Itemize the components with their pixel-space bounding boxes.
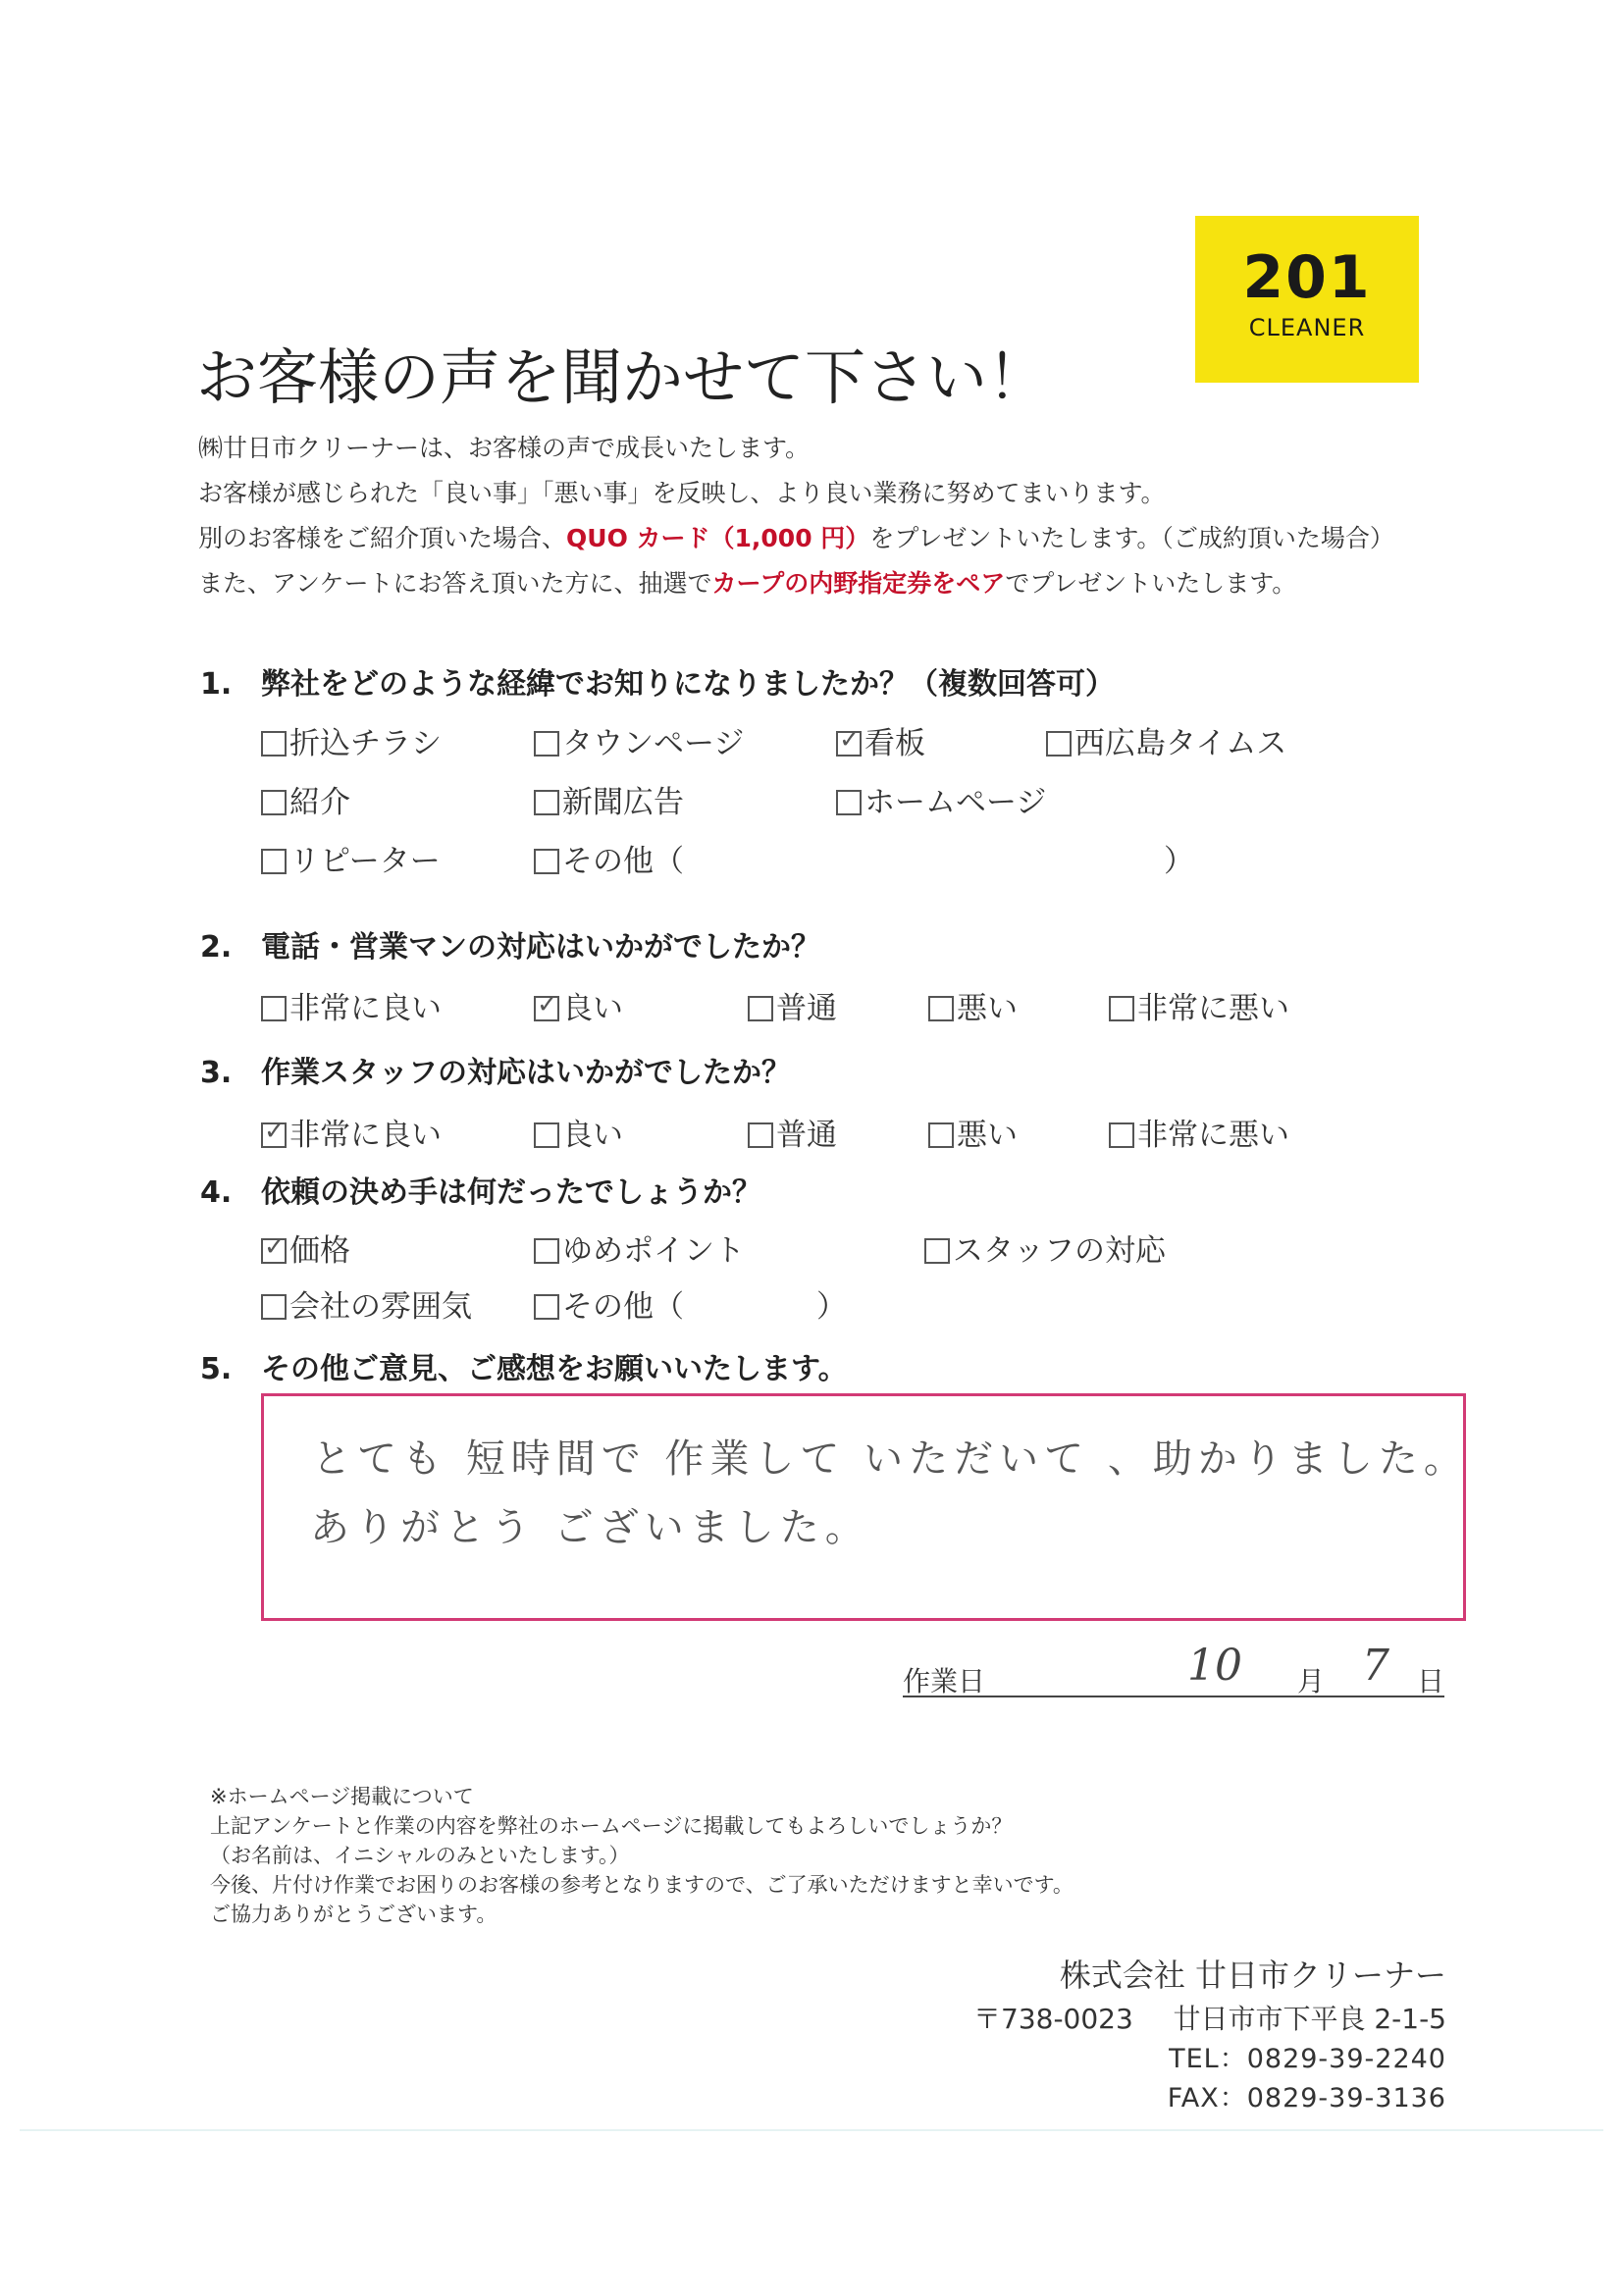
checkbox[interactable] bbox=[836, 790, 862, 815]
logo-number: 201 bbox=[1242, 243, 1372, 312]
note-line: 上記アンケートと作業の内容を弊社のホームページに掲載してもよろしいでしょうか？ bbox=[210, 1814, 1013, 1838]
q3-option-very-good[interactable]: ✓非常に良い bbox=[261, 1110, 442, 1154]
intro-line-4-a: また、アンケートにお答え頂いた方に、抽選で bbox=[198, 569, 712, 598]
q2-option-good[interactable]: ✓ 良い bbox=[534, 983, 623, 1027]
q3-option-very-bad[interactable]: 非常に悪い bbox=[1109, 1110, 1289, 1154]
q4-option-price[interactable]: ✓価格 bbox=[261, 1226, 350, 1270]
checkbox[interactable] bbox=[534, 1122, 559, 1148]
question-5-number: 5. bbox=[200, 1352, 233, 1386]
q3-option-bad[interactable]: 悪い bbox=[928, 1110, 1018, 1154]
q3-option-good[interactable]: 良い bbox=[534, 1110, 623, 1154]
question-4-number: 4. bbox=[200, 1175, 233, 1210]
q3-option-average[interactable]: 普通 bbox=[748, 1110, 837, 1154]
page-title: お客様の声を聞かせて下さい！ bbox=[196, 341, 1049, 413]
company-postal: 〒738-0023 bbox=[973, 2003, 1133, 2035]
question-3-number: 3. bbox=[200, 1056, 233, 1090]
question-5-text: その他ご意見、ご感想をお願いいたします。 bbox=[261, 1352, 848, 1386]
q4-other-close: ） bbox=[816, 1289, 847, 1325]
checkbox[interactable] bbox=[1046, 731, 1072, 757]
q1-option-other[interactable]: その他（ bbox=[534, 836, 684, 880]
checkbox[interactable] bbox=[534, 1238, 559, 1264]
question-2-number: 2. bbox=[200, 930, 233, 965]
checkbox[interactable] bbox=[928, 1122, 954, 1148]
question-4-text: 依頼の決め手は何だったでしょうか？ bbox=[261, 1175, 761, 1210]
question-1-number: 1. bbox=[200, 667, 233, 702]
work-date-label: 作業日 bbox=[903, 1665, 986, 1697]
checkbox[interactable] bbox=[1109, 1122, 1134, 1148]
q1-option-flyer[interactable]: 折込チラシ bbox=[261, 718, 442, 762]
work-date-day[interactable]: 7 bbox=[1362, 1641, 1389, 1691]
q1-option-newspaper[interactable]: 新聞広告 bbox=[534, 777, 684, 821]
checkbox[interactable] bbox=[261, 996, 287, 1021]
comment-line-2: ありがとう ございました。 bbox=[310, 1505, 870, 1550]
note-heading: ※ホームページ掲載について bbox=[210, 1785, 474, 1808]
checkbox[interactable] bbox=[924, 1238, 950, 1264]
divider bbox=[20, 2129, 1603, 2131]
brand-logo bbox=[1195, 216, 1419, 383]
work-date-day-unit: 日 bbox=[1417, 1665, 1445, 1697]
question-2 bbox=[200, 922, 820, 965]
q1-option-referral[interactable]: 紹介 bbox=[261, 777, 350, 821]
q4-option-atmosphere[interactable]: 会社の雰囲気 bbox=[261, 1281, 472, 1326]
checkbox-checked[interactable] bbox=[534, 996, 559, 1021]
checkbox[interactable] bbox=[928, 996, 954, 1021]
checkbox[interactable] bbox=[534, 1294, 559, 1320]
question-5 bbox=[200, 1344, 848, 1387]
checkbox[interactable] bbox=[748, 1122, 773, 1148]
q2-option-very-bad[interactable]: 非常に悪い bbox=[1109, 983, 1289, 1027]
company-fax: FAX：0829-39-3136 bbox=[1167, 2083, 1446, 2113]
checkbox[interactable] bbox=[1109, 996, 1134, 1021]
checkbox[interactable] bbox=[261, 849, 287, 874]
q1-option-repeater[interactable]: リピーター bbox=[261, 836, 441, 880]
checkbox[interactable] bbox=[748, 996, 773, 1021]
question-1 bbox=[200, 659, 1115, 703]
work-date-month-unit: 月 bbox=[1297, 1665, 1326, 1697]
quo-card-highlight: QUO カード（1,000 円） bbox=[566, 524, 870, 552]
work-date-month[interactable]: 10 bbox=[1187, 1641, 1242, 1691]
checkbox-checked[interactable] bbox=[261, 1122, 287, 1148]
checkbox[interactable] bbox=[261, 731, 287, 757]
checkbox-checked[interactable] bbox=[836, 731, 862, 757]
checkbox[interactable] bbox=[534, 731, 559, 757]
question-1-text: 弊社をどのような経緯でお知りになりましたか？（複数回答可） bbox=[261, 667, 1115, 702]
q2-option-very-good[interactable]: 非常に良い bbox=[261, 983, 442, 1027]
q1-option-homepage[interactable]: ホームページ bbox=[836, 777, 1046, 821]
q1-option-nishihiroshima-times[interactable]: 西広島タイムス bbox=[1046, 718, 1286, 762]
logo-word: CLEANER bbox=[1248, 314, 1366, 341]
q1-option-signboard[interactable]: ✓ 看板 bbox=[836, 718, 925, 762]
note-line: （お名前は、イニシャルのみといたします。） bbox=[210, 1844, 630, 1867]
q4-option-other[interactable]: その他（ bbox=[534, 1281, 684, 1326]
intro-line-4 bbox=[198, 564, 1296, 600]
company-tel: TEL：0829-39-2240 bbox=[1169, 2044, 1446, 2074]
intro-line-3 bbox=[198, 519, 1394, 554]
carp-ticket-highlight: カープの内野指定券をペア bbox=[711, 569, 1006, 598]
intro-line-3-c: をプレゼントいたします。（ご成約頂いた場合） bbox=[869, 524, 1394, 552]
q4-option-yume-point[interactable]: ゆめポイント bbox=[534, 1226, 745, 1270]
q2-option-bad[interactable]: 悪い bbox=[928, 983, 1018, 1027]
company-address: 廿日市市下平良 2-1-5 bbox=[1173, 2003, 1446, 2035]
q1-other-close: ） bbox=[1164, 844, 1194, 879]
checkbox[interactable] bbox=[261, 790, 287, 815]
question-2-text: 電話・営業マンの対応はいかがでしたか？ bbox=[261, 930, 820, 965]
company-name: 株式会社 廿日市クリーナー bbox=[1059, 1957, 1446, 1994]
intro-line-2: お客様が感じられた「良い事」「悪い事」を反映し、より良い業務に努めてまいります。 bbox=[198, 479, 1166, 507]
checkbox[interactable] bbox=[261, 1294, 287, 1320]
intro-line-1: ㈱廿日市クリーナーは、お客様の声で成長いたします。 bbox=[198, 434, 811, 462]
question-3-text: 作業スタッフの対応はいかがでしたか？ bbox=[261, 1056, 791, 1090]
question-4 bbox=[200, 1168, 761, 1211]
checkbox-checked[interactable] bbox=[261, 1238, 287, 1264]
question-3 bbox=[200, 1048, 791, 1091]
q2-option-average[interactable]: 普通 bbox=[748, 983, 837, 1027]
note-line: 今後、片付け作業でお困りのお客様の参考となりますので、ご了承いただけますと幸いです。 bbox=[210, 1873, 1073, 1897]
note-line: ご協力ありがとうございます。 bbox=[210, 1903, 497, 1926]
checkbox[interactable] bbox=[534, 849, 559, 874]
q4-option-staff[interactable]: スタッフの対応 bbox=[924, 1226, 1166, 1270]
checkbox[interactable] bbox=[534, 790, 559, 815]
intro-line-3-a: 別のお客様をご紹介頂いた場合、 bbox=[198, 524, 567, 552]
comment-line-1: とても 短時間で 作業して いただいて 、助かりました。 bbox=[312, 1436, 1469, 1482]
q1-option-townpage[interactable]: タウンページ bbox=[534, 718, 744, 762]
intro-line-4-c: でプレゼントいたします。 bbox=[1005, 569, 1297, 598]
